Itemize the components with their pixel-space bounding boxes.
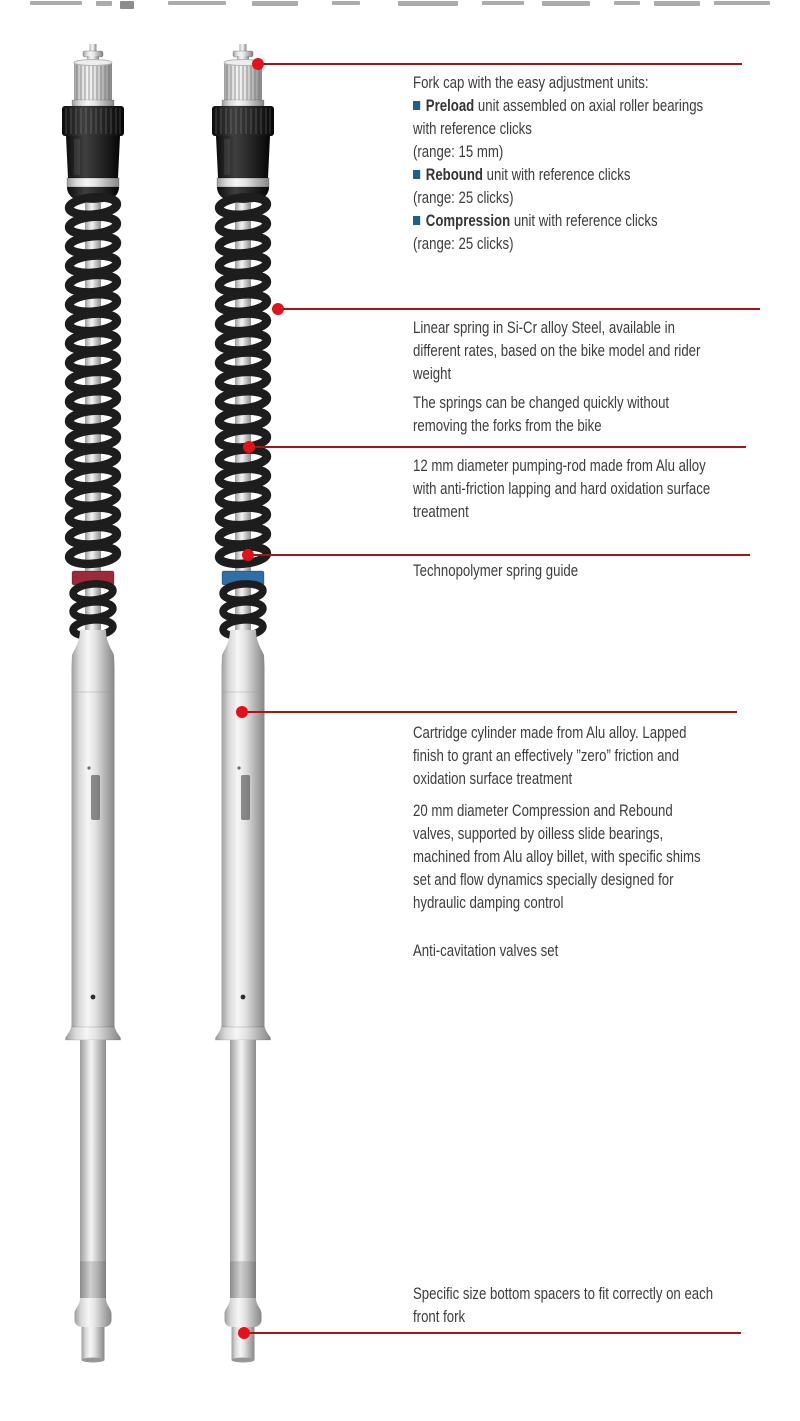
annotation-pumping-rod xyxy=(413,455,717,524)
pumping-rod xyxy=(85,203,101,633)
annotation-text: 20 mm diameter Compression and Rebound valves, supported by oilless slide bearings, machined from Alu alloy billet, with specific shims set and flow dynamics specially designed for hydraulic damping control xyxy=(413,802,701,912)
annotation-spring-guide xyxy=(413,560,717,583)
leader-line-spring xyxy=(278,308,760,310)
leader-dot xyxy=(252,58,264,70)
cartridge-cylinder xyxy=(216,667,271,1040)
preload-adjuster xyxy=(72,60,114,107)
cartridge-cylinder xyxy=(66,667,121,1040)
annotation-text: Technopolymer spring guide xyxy=(413,562,579,580)
lower-rod xyxy=(75,1040,112,1363)
annotation-bullet xyxy=(413,164,717,187)
lower-rod xyxy=(225,1040,262,1363)
annotation-bullet xyxy=(413,210,717,233)
bullet-text: unit assembled on axial roller bearings with reference clicks xyxy=(413,97,704,138)
brand-marking xyxy=(91,775,100,820)
leader-line-spring-guide xyxy=(248,554,750,556)
annotation-title: Fork cap with the easy adjustment units: xyxy=(413,74,649,92)
annotation-bottom-spacer xyxy=(413,1283,717,1329)
cropped-text-top xyxy=(0,0,800,9)
annotation-text: 12 mm diameter pumping-rod made from Alu alloy with anti-friction lapping and hard oxidation surface treatment xyxy=(413,457,711,521)
annotation-linear-spring xyxy=(413,317,717,438)
bleed-hole xyxy=(241,995,246,1000)
annotation-text: Specific size bottom spacers to fit correctly on each front fork xyxy=(413,1285,714,1326)
annotation-fork-cap xyxy=(413,72,717,256)
leader-line-pumping-rod xyxy=(249,446,746,448)
leader-dot xyxy=(242,549,254,561)
bullet-term: Preload xyxy=(425,97,475,115)
fork-cap-body xyxy=(62,106,124,203)
bullet-term: Compression xyxy=(425,212,511,230)
bleed-hole xyxy=(91,995,96,1000)
fork-cap-body xyxy=(212,106,274,203)
leader-line-cartridge xyxy=(242,711,737,713)
bottom-collar xyxy=(66,1027,121,1040)
brand-marking xyxy=(241,775,250,820)
bullet-square-icon xyxy=(413,216,420,225)
fork-illustration-right xyxy=(183,44,303,1364)
leader-dot xyxy=(272,303,284,315)
bullet-text: unit with reference clicks xyxy=(510,212,658,230)
bottom-spacer xyxy=(75,1298,112,1327)
annotation-text: Cartridge cylinder made from Alu alloy. Lapped finish to grant an effectively ”zero” friction and oxidation surface treatment xyxy=(413,724,687,788)
pumping-rod xyxy=(235,203,251,633)
annotation-text: Linear spring in Si-Cr alloy Steel, available in different rates, based on the bike model and rider weight xyxy=(413,319,701,383)
fork-illustration-left xyxy=(33,44,153,1364)
bullet-term: Rebound xyxy=(425,166,483,184)
leader-line-fork-cap xyxy=(258,63,742,65)
bullet-range: (range: 15 mm) xyxy=(413,143,504,161)
bottom-collar xyxy=(216,1027,271,1040)
leader-dot xyxy=(238,1327,250,1339)
bullet-range: (range: 25 clicks) xyxy=(413,189,514,207)
bullet-square-icon xyxy=(413,170,420,179)
bullet-range: (range: 25 clicks) xyxy=(413,235,514,253)
leader-line-bottom-spacer xyxy=(244,1332,741,1334)
bullet-text: unit with reference clicks xyxy=(483,166,631,184)
bullet-square-icon xyxy=(413,101,420,110)
annotation-text: Anti-cavitation valves set xyxy=(413,942,559,960)
annotation-cartridge xyxy=(413,722,717,963)
leader-dot xyxy=(243,441,255,453)
leader-dot xyxy=(236,706,248,718)
annotation-bullet xyxy=(413,95,717,141)
annotation-text: The springs can be changed quickly without removing the forks from the bike xyxy=(413,394,670,435)
bottom-spacer xyxy=(225,1298,262,1327)
